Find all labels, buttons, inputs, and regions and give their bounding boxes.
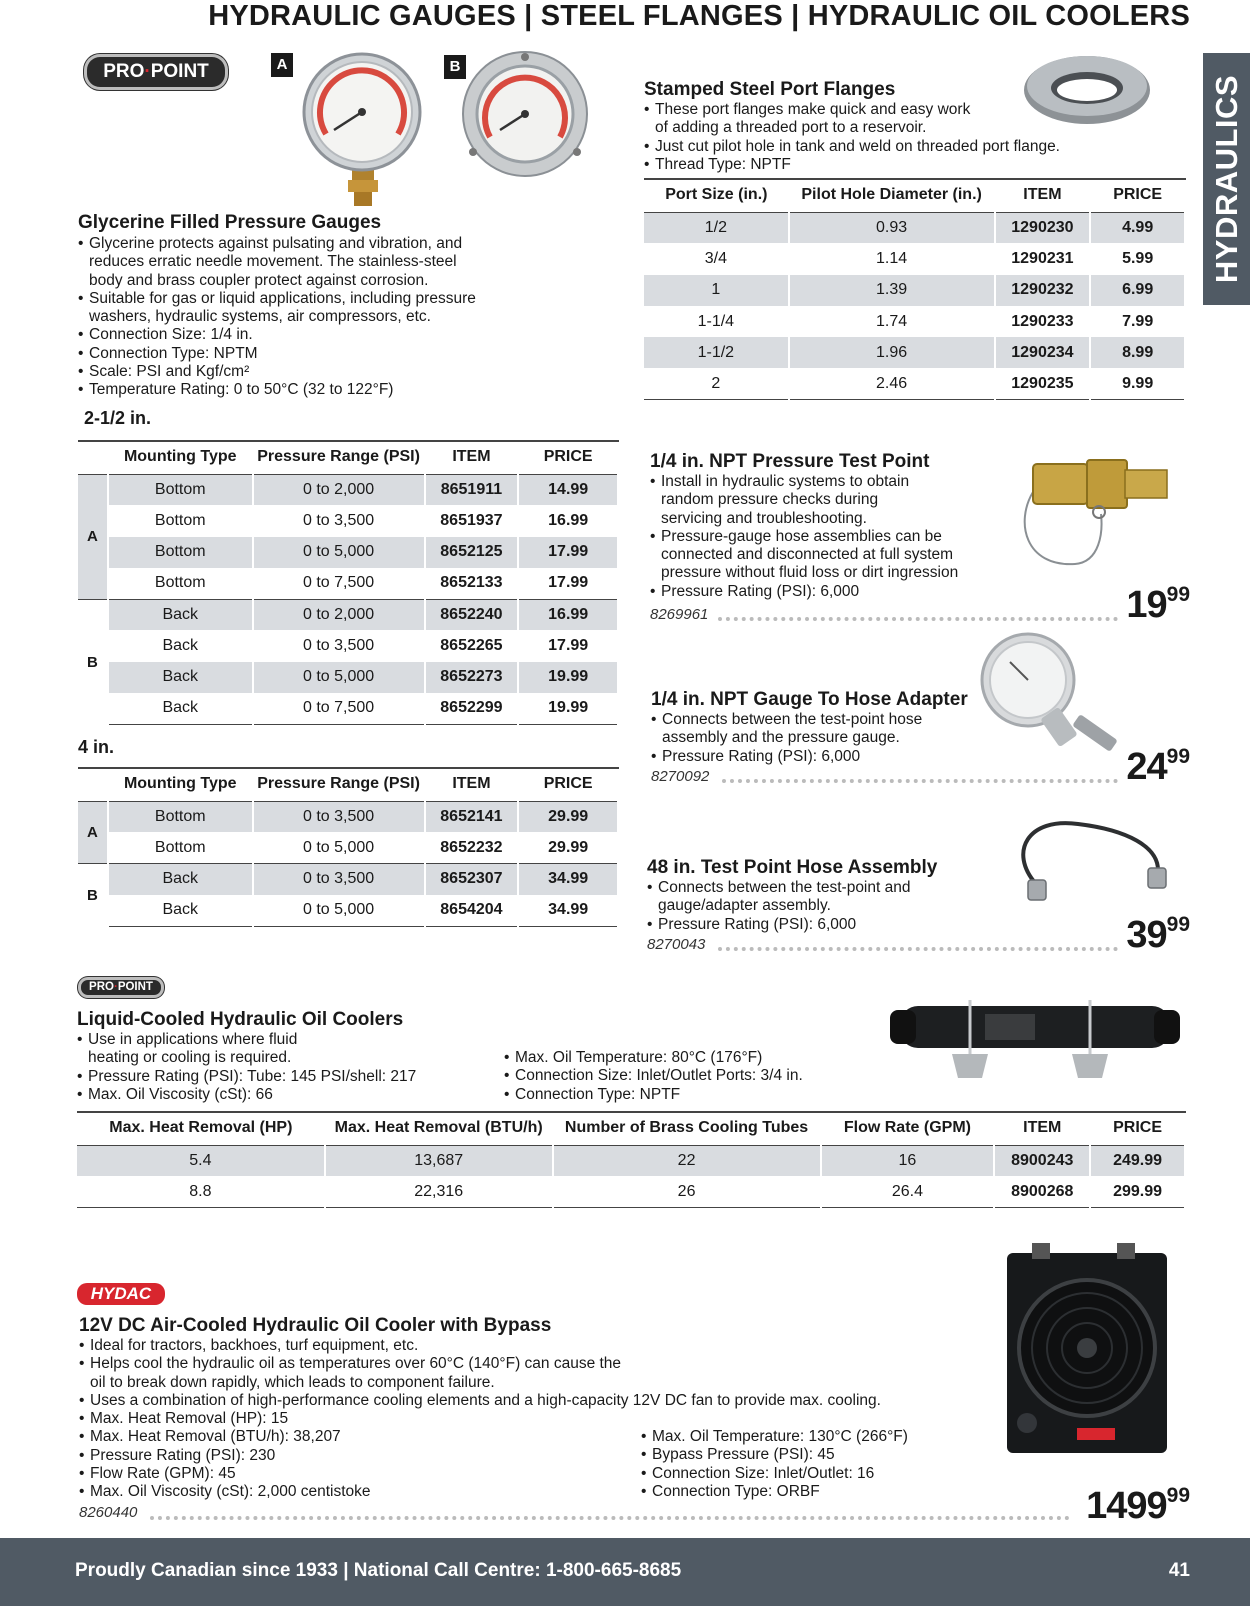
table-cell: 1.96 bbox=[789, 337, 995, 368]
table-row bbox=[78, 895, 618, 926]
feature-item: • Connects between the test-point hose bbox=[651, 711, 922, 729]
table-cell: Back bbox=[108, 630, 253, 661]
table-cell: 1.39 bbox=[789, 275, 995, 306]
table-cell: 3/4 bbox=[644, 243, 789, 274]
feature-item: • Helps cool the hydraulic oil as temperatures over 60°C (140°F) can cause the bbox=[79, 1355, 881, 1373]
table-row bbox=[644, 368, 1185, 399]
table-cell: 14.99 bbox=[518, 474, 618, 505]
table-cell: 0 to 3,500 bbox=[253, 505, 425, 536]
feature-item: • Suitable for gas or liquid applications, including pressure bbox=[78, 290, 476, 308]
table-row bbox=[77, 1176, 1185, 1207]
table-cell: 1.14 bbox=[789, 243, 995, 274]
table-cell: 299.99 bbox=[1090, 1176, 1185, 1207]
table-cell: 0 to 3,500 bbox=[253, 864, 425, 895]
adapter-price bbox=[1126, 745, 1190, 788]
feature-item: • Connection Type: NPTM bbox=[78, 345, 476, 363]
table-cell: Bottom bbox=[108, 832, 253, 863]
gauges-size-large-label: 4 in. bbox=[78, 737, 115, 757]
gauges-large-table bbox=[78, 768, 619, 927]
flanges-title: Stamped Steel Port Flanges bbox=[644, 79, 896, 100]
gauge-b-image bbox=[460, 52, 590, 177]
hose-sku: 8270043 bbox=[647, 936, 706, 953]
table-cell: 8652141 bbox=[425, 801, 519, 832]
liquid-cooler-title: Liquid-Cooled Hydraulic Oil Coolers bbox=[77, 1009, 404, 1030]
propoint-logo-text-b: POINT bbox=[150, 61, 209, 82]
table-row bbox=[78, 630, 618, 661]
table-row bbox=[78, 801, 618, 832]
group-label: A bbox=[78, 801, 108, 864]
feature-item: • Scale: PSI and Kgf/cm² bbox=[78, 363, 476, 381]
column-header: Pilot Hole Diameter (in.) bbox=[789, 179, 995, 212]
adapter-features bbox=[651, 711, 922, 766]
table-cell: 1290233 bbox=[995, 306, 1091, 337]
table-cell: Bottom bbox=[108, 568, 253, 599]
table-cell: Bottom bbox=[108, 474, 253, 505]
feature-item: • Connection Type: NPTF bbox=[504, 1086, 803, 1104]
gauges-title: Glycerine Filled Pressure Gauges bbox=[78, 212, 382, 233]
table-row bbox=[644, 275, 1185, 306]
table-cell: 1 bbox=[644, 275, 789, 306]
table-cell: 2.46 bbox=[789, 368, 995, 399]
column-header: PRICE bbox=[518, 768, 618, 801]
column-header: Port Size (in.) bbox=[644, 179, 789, 212]
feature-item: • Max. Oil Temperature: 130°C (266°F) bbox=[641, 1428, 908, 1446]
table-row bbox=[644, 212, 1185, 243]
feature-item: random pressure checks during bbox=[661, 491, 879, 509]
table-cell: 8652265 bbox=[425, 630, 519, 661]
feature-item: pressure without fluid loss or dirt ingression bbox=[661, 564, 959, 582]
table-cell: 8651911 bbox=[425, 474, 519, 505]
column-header: ITEM bbox=[425, 441, 519, 474]
feature-item: • Pressure Rating (PSI): 230 bbox=[79, 1447, 371, 1465]
table-cell: 2 bbox=[644, 368, 789, 399]
table-cell: 19.99 bbox=[518, 662, 618, 693]
table-cell: 8652125 bbox=[425, 537, 519, 568]
table-cell: Back bbox=[108, 895, 253, 926]
table-cell: 0 to 5,000 bbox=[253, 537, 425, 568]
hose-image bbox=[1008, 812, 1183, 907]
feature-item: • Use in applications where fluid bbox=[77, 1031, 416, 1049]
feature-item: • Pressure Rating (PSI): Tube: 145 PSI/shell: 217 bbox=[77, 1068, 416, 1086]
test-point-sku: 8269961 bbox=[650, 606, 709, 623]
table-cell: 16.99 bbox=[518, 599, 618, 630]
table-cell: 8651937 bbox=[425, 505, 519, 536]
table-cell: 1290235 bbox=[995, 368, 1091, 399]
feature-item: • Connection Type: ORBF bbox=[641, 1483, 908, 1501]
table-cell: 249.99 bbox=[1090, 1145, 1185, 1176]
table-cell: 1.74 bbox=[789, 306, 995, 337]
feature-item: • Connects between the test-point and bbox=[647, 879, 910, 897]
test-point-title: 1/4 in. NPT Pressure Test Point bbox=[650, 451, 930, 472]
feature-item: • Max. Oil Temperature: 80°C (176°F) bbox=[504, 1049, 803, 1067]
column-header: Number of Brass Cooling Tubes bbox=[553, 1112, 821, 1145]
column-header: Pressure Range (PSI) bbox=[253, 441, 425, 474]
feature-item: • Pressure Rating (PSI): 6,000 bbox=[650, 583, 958, 601]
feature-item: • Uses a combination of high-performance cooling elements and a high-capacity 12V DC fan to provide max. cooling. bbox=[79, 1392, 881, 1410]
table-row bbox=[78, 537, 618, 568]
table-cell: 8652273 bbox=[425, 662, 519, 693]
adapter-title: 1/4 in. NPT Gauge To Hose Adapter bbox=[651, 689, 968, 710]
feature-item: • Pressure Rating (PSI): 6,000 bbox=[647, 916, 910, 934]
table-cell: 8.99 bbox=[1090, 337, 1185, 368]
liquid-cooler-image bbox=[890, 996, 1180, 1096]
table-cell: 0 to 3,500 bbox=[253, 630, 425, 661]
page-footer bbox=[0, 1538, 1250, 1606]
air-cooler-specs-right bbox=[641, 1428, 908, 1501]
feature-item: • Glycerine protects against pulsating and vibration, and bbox=[78, 235, 476, 253]
table-cell: 5.99 bbox=[1090, 243, 1185, 274]
page-number: 41 bbox=[1168, 1560, 1190, 1581]
section-tab-label: HYDRAULICS bbox=[1208, 74, 1244, 284]
table-cell: 16 bbox=[821, 1145, 995, 1176]
table-cell: Bottom bbox=[108, 537, 253, 568]
adapter-sku: 8270092 bbox=[651, 768, 710, 785]
table-row bbox=[78, 832, 618, 863]
feature-item: gauge/adapter assembly. bbox=[658, 897, 831, 915]
table-cell: Bottom bbox=[108, 801, 253, 832]
column-header: Max. Heat Removal (HP) bbox=[77, 1112, 325, 1145]
table-cell: 26 bbox=[553, 1176, 821, 1207]
hose-title: 48 in. Test Point Hose Assembly bbox=[647, 857, 938, 878]
table-cell: 0 to 7,500 bbox=[253, 568, 425, 599]
gauge-a-label: A bbox=[271, 53, 293, 77]
table-cell: 0 to 3,500 bbox=[253, 801, 425, 832]
feature-item: • Thread Type: NPTF bbox=[644, 156, 1060, 174]
feature-item: reduces erratic needle movement. The stainless-steel bbox=[89, 253, 457, 271]
table-cell: 1/2 bbox=[644, 212, 789, 243]
air-cooler-image bbox=[1007, 1243, 1177, 1463]
feature-item: • These port flanges make quick and easy work bbox=[644, 101, 1060, 119]
table-row bbox=[644, 337, 1185, 368]
test-point-features bbox=[650, 473, 958, 601]
group-label: B bbox=[78, 599, 108, 724]
feature-item: • Max. Oil Viscosity (cSt): 66 bbox=[77, 1086, 416, 1104]
air-cooler-title: 12V DC Air-Cooled Hydraulic Oil Cooler with Bypass bbox=[79, 1315, 552, 1336]
feature-item: assembly and the pressure gauge. bbox=[662, 729, 900, 747]
column-header: PRICE bbox=[518, 441, 618, 474]
air-cooler-specs-left bbox=[79, 1410, 371, 1501]
hose-price bbox=[1126, 913, 1190, 956]
table-cell: 8652232 bbox=[425, 832, 519, 863]
feature-item: of adding a threaded port to a reservoir. bbox=[655, 119, 927, 137]
gauge-a-image bbox=[300, 52, 425, 207]
gauges-small-table bbox=[78, 441, 619, 725]
table-cell: 19.99 bbox=[518, 693, 618, 724]
adapter-image bbox=[980, 632, 1135, 762]
table-cell: 8652240 bbox=[425, 599, 519, 630]
table-cell: 1-1/4 bbox=[644, 306, 789, 337]
table-row bbox=[78, 662, 618, 693]
table-cell: 0 to 7,500 bbox=[253, 693, 425, 724]
hydac-logo: HYDAC bbox=[77, 1283, 165, 1305]
air-cooler-features bbox=[79, 1337, 881, 1410]
propoint-logo: PRO·POINT bbox=[84, 54, 228, 90]
table-cell: 8652299 bbox=[425, 693, 519, 724]
feature-item: • Connection Size: Inlet/Outlet: 16 bbox=[641, 1465, 908, 1483]
feature-item: • Max. Oil Viscosity (cSt): 2,000 centistoke bbox=[79, 1483, 371, 1501]
price-dollars: 24 bbox=[1126, 746, 1167, 788]
table-cell: 5.4 bbox=[77, 1145, 325, 1176]
feature-item: body and brass coupler protect against corrosion. bbox=[89, 271, 429, 289]
column-header: Flow Rate (GPM) bbox=[821, 1112, 995, 1145]
table-cell: 4.99 bbox=[1090, 212, 1185, 243]
table-cell: 17.99 bbox=[518, 537, 618, 568]
table-cell: 13,687 bbox=[325, 1145, 553, 1176]
group-label: A bbox=[78, 474, 108, 599]
table-cell: Back bbox=[108, 599, 253, 630]
column-header: ITEM bbox=[994, 1112, 1090, 1145]
feature-item: • Ideal for tractors, backhoes, turf equipment, etc. bbox=[79, 1337, 881, 1355]
flanges-table bbox=[644, 179, 1186, 400]
table-cell: 17.99 bbox=[518, 568, 618, 599]
page-title: HYDRAULIC GAUGES | STEEL FLANGES | HYDRAULIC OIL COOLERS bbox=[208, 0, 1190, 32]
feature-item: • Just cut pilot hole in tank and weld on threaded port flange. bbox=[644, 138, 1060, 156]
feature-item: connected and disconnected at full system bbox=[661, 546, 954, 564]
price-cents: 99 bbox=[1166, 745, 1190, 768]
test-point-image bbox=[1005, 452, 1185, 577]
table-cell: 34.99 bbox=[518, 864, 618, 895]
table-cell: 8900268 bbox=[994, 1176, 1090, 1207]
table-cell: 22,316 bbox=[325, 1176, 553, 1207]
table-cell: 1290232 bbox=[995, 275, 1091, 306]
liquid-cooler-table bbox=[77, 1112, 1186, 1208]
feature-item: servicing and troubleshooting. bbox=[661, 509, 867, 527]
price-dollars: 1499 bbox=[1086, 1485, 1167, 1527]
table-row bbox=[78, 599, 618, 630]
table-row bbox=[78, 568, 618, 599]
table-cell: 17.99 bbox=[518, 630, 618, 661]
feature-item: • Bypass Pressure (PSI): 45 bbox=[641, 1446, 908, 1464]
column-header: ITEM bbox=[995, 179, 1091, 212]
price-cents: 99 bbox=[1166, 1484, 1190, 1507]
table-cell: 0 to 5,000 bbox=[253, 895, 425, 926]
liquid-cooler-features-left bbox=[77, 1031, 416, 1104]
gauges-size-small-label: 2-1/2 in. bbox=[84, 408, 152, 428]
table-cell: 8652133 bbox=[425, 568, 519, 599]
feature-item: • Max. Heat Removal (HP): 15 bbox=[79, 1410, 371, 1428]
column-header: Max. Heat Removal (BTU/h) bbox=[325, 1112, 553, 1145]
group-label: B bbox=[78, 864, 108, 927]
feature-item: • Connection Size: Inlet/Outlet Ports: 3/4 in. bbox=[504, 1067, 803, 1085]
propoint-logo-text-a: PRO bbox=[89, 981, 114, 993]
feature-item: • Install in hydraulic systems to obtain bbox=[650, 473, 958, 491]
column-header: ITEM bbox=[425, 768, 519, 801]
table-cell: 1-1/2 bbox=[644, 337, 789, 368]
table-cell: 6.99 bbox=[1090, 275, 1185, 306]
table-row bbox=[78, 693, 618, 724]
air-cooler-sku: 8260440 bbox=[79, 1504, 138, 1521]
price-dollars: 19 bbox=[1126, 584, 1167, 626]
table-cell: 7.99 bbox=[1090, 306, 1185, 337]
propoint-logo-text-b: POINT bbox=[117, 981, 153, 993]
table-cell: Back bbox=[108, 693, 253, 724]
table-row bbox=[78, 864, 618, 895]
table-cell: 1290231 bbox=[995, 243, 1091, 274]
table-cell: 1290234 bbox=[995, 337, 1091, 368]
air-cooler-price bbox=[1086, 1484, 1190, 1527]
table-cell: Back bbox=[108, 864, 253, 895]
table-cell: 0 to 2,000 bbox=[253, 599, 425, 630]
propoint-logo-text-a: PRO bbox=[103, 61, 145, 82]
table-row bbox=[644, 306, 1185, 337]
feature-item: oil to break down rapidly, which leads to component failure. bbox=[90, 1373, 495, 1391]
gauge-b-label: B bbox=[444, 55, 466, 79]
table-cell: Back bbox=[108, 662, 253, 693]
table-cell: 0 to 5,000 bbox=[253, 832, 425, 863]
table-cell: Bottom bbox=[108, 505, 253, 536]
table-cell: 29.99 bbox=[518, 801, 618, 832]
table-cell: 8.8 bbox=[77, 1176, 325, 1207]
column-header: Mounting Type bbox=[108, 441, 253, 474]
feature-item: • Pressure-gauge hose assemblies can be bbox=[650, 528, 958, 546]
table-cell: 8652307 bbox=[425, 864, 519, 895]
footer-text: Proudly Canadian since 1933 | National Call Centre: 1-800-665-8685 bbox=[75, 1560, 682, 1581]
feature-item: • Max. Heat Removal (BTU/h): 38,207 bbox=[79, 1428, 371, 1446]
feature-item: • Flow Rate (GPM): 45 bbox=[79, 1465, 371, 1483]
table-cell: 0 to 5,000 bbox=[253, 662, 425, 693]
table-cell: 0.93 bbox=[789, 212, 995, 243]
table-row bbox=[644, 243, 1185, 274]
table-cell: 16.99 bbox=[518, 505, 618, 536]
table-row bbox=[78, 505, 618, 536]
propoint-logo: PRO·POINT bbox=[78, 977, 164, 998]
column-header: PRICE bbox=[1090, 179, 1185, 212]
feature-item: • Temperature Rating: 0 to 50°C (32 to 122°F) bbox=[78, 381, 476, 399]
feature-item: heating or cooling is required. bbox=[88, 1049, 292, 1067]
column-header: PRICE bbox=[1090, 1112, 1185, 1145]
table-cell: 8654204 bbox=[425, 895, 519, 926]
gauges-features bbox=[78, 235, 476, 400]
column-header: Pressure Range (PSI) bbox=[253, 768, 425, 801]
table-cell: 0 to 2,000 bbox=[253, 474, 425, 505]
hose-features bbox=[647, 879, 910, 934]
table-cell: 29.99 bbox=[518, 832, 618, 863]
test-point-price bbox=[1126, 583, 1190, 626]
flanges-features bbox=[644, 101, 1060, 174]
table-cell: 8900243 bbox=[994, 1145, 1090, 1176]
section-tab bbox=[1203, 53, 1250, 305]
table-row bbox=[78, 474, 618, 505]
table-cell: 22 bbox=[553, 1145, 821, 1176]
table-row bbox=[77, 1145, 1185, 1176]
feature-item: washers, hydraulic systems, air compressors, etc. bbox=[89, 308, 431, 326]
price-cents: 99 bbox=[1166, 913, 1190, 936]
price-dollars: 39 bbox=[1126, 914, 1167, 956]
column-header: Mounting Type bbox=[108, 768, 253, 801]
table-cell: 9.99 bbox=[1090, 368, 1185, 399]
price-cents: 99 bbox=[1166, 583, 1190, 606]
feature-item: • Connection Size: 1/4 in. bbox=[78, 326, 476, 344]
table-cell: 26.4 bbox=[821, 1176, 995, 1207]
table-cell: 1290230 bbox=[995, 212, 1091, 243]
feature-item: • Pressure Rating (PSI): 6,000 bbox=[651, 748, 922, 766]
liquid-cooler-features-right bbox=[504, 1049, 803, 1104]
table-cell: 34.99 bbox=[518, 895, 618, 926]
